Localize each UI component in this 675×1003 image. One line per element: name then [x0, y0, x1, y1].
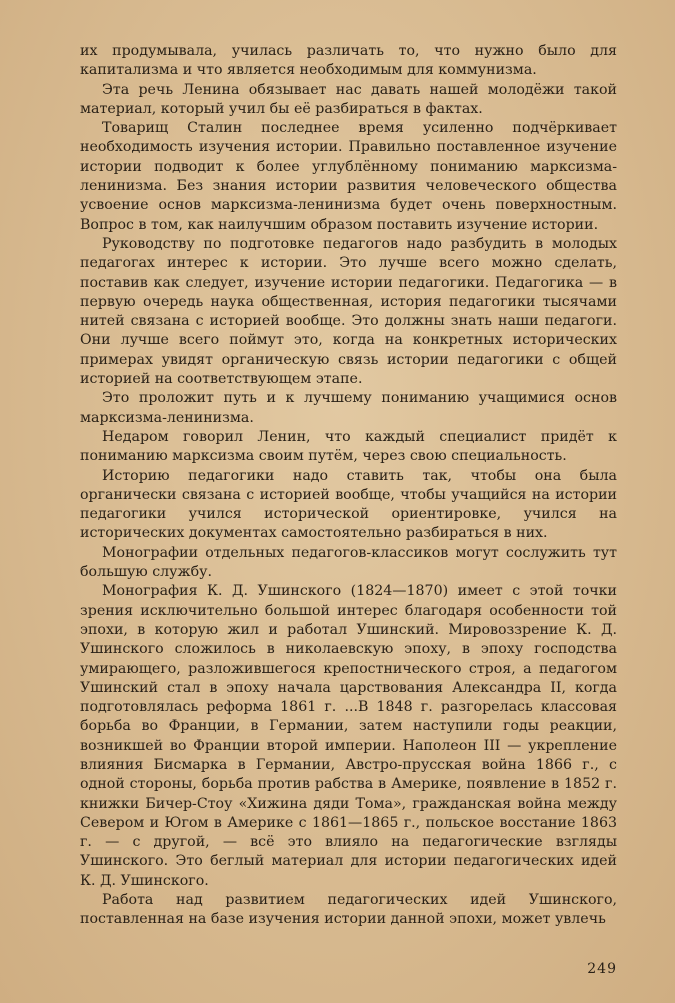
paragraph: Монография К. Д. Ушинского (1824—1870) имеет с этой точки зрения исключительно большой интерес благодаря особенности той эпохи, в которую жил и работал Ушинский. Мировоззрение К. Д. Ушинского сложилось в николаевскую эпоху, в эпоху господства умирающего, разложившегося крепостнического строя, а педагогом Ушинский стал в эпоху начала царствования Александра II, когда подготовлялась реформа 1861 г. ...В 1848 г. разгорелась классовая борьба во Франции, в Германии, затем наступили годы реакции, возникшей во Франции второй империи. Наполеон III — укрепление влияния Бисмарка в Германии, Австро-прусская война 1866 г., с одной стороны, борьба против рабства в Америке, появление в 1852 г. книжки Бичер-Стоу «Хижина дяди Тома», гражданская война между Севером и Югом в Америке с 1861—1865 г., польское восстание 1863 г. — с другой, — всё это влияло на педагогические взгляды Ушинского. Это беглый материал для истории педагогических идей К. Д. Ушинского. [80, 583, 617, 889]
paragraph: Работа над развитием педагогических идей Ушинского, поставленная на базе изучения истории данной эпохи, может увлечь [80, 892, 617, 928]
paragraph: Историю педагогики надо ставить так, чтобы она была органически связана с историей вообще, чтобы учащийся на истории педагогики учился исторической ориентировке, учился на исторических документах самостоятельно разбираться в них. [80, 467, 617, 542]
paragraph: Товарищ Сталин последнее время усиленно подчёркивает необходимость изучения истории. Правильно поставленное изучение истории подводит к более углублённому пониманию марксизма-ленинизма. Без знания истории развития человеческого общества усвоение основ марксизма-ленинизма будет очень поверхностным. Вопрос в том, как наилучшим образом поставить изучение истории. [80, 120, 617, 233]
paragraph: Монографии отдельных педагогов-классиков могут сослужить тут большую службу. [80, 544, 617, 581]
paragraph: их продумывала, училась различать то, что нужно было для капитализма и что является необходимым для коммунизма. [80, 43, 617, 79]
paragraph: Недаром говорил Ленин, что каждый специалист придёт к пониманию марксизма своим путём, через свою специальность. [80, 428, 617, 465]
paragraph: Это проложит путь и к лучшему пониманию учащимися основ марксизма-ленинизма. [80, 390, 617, 426]
page-number: 249 [587, 961, 617, 977]
paragraph: Руководству по подготовке педагогов надо разбудить в молодых педагогах интерес к истории. Это лучше всего можно сделать, поставив как следует, изучение истории педагогики. Педагогика — в первую очередь наука общественная, история педагогики тысячами нитей связана с историей вообще. Это должны знать наши педагоги. Они лучше всего поймут это, когда на конкретных исторических примерах увидят органическую связь истории педагогики с общей историей на соответствующем этапе. [80, 235, 617, 388]
paragraph: Эта речь Ленина обязывает нас давать нашей молодёжи такой материал, который учил бы её разбираться в фактах. [80, 81, 617, 117]
body-text [80, 42, 617, 930]
